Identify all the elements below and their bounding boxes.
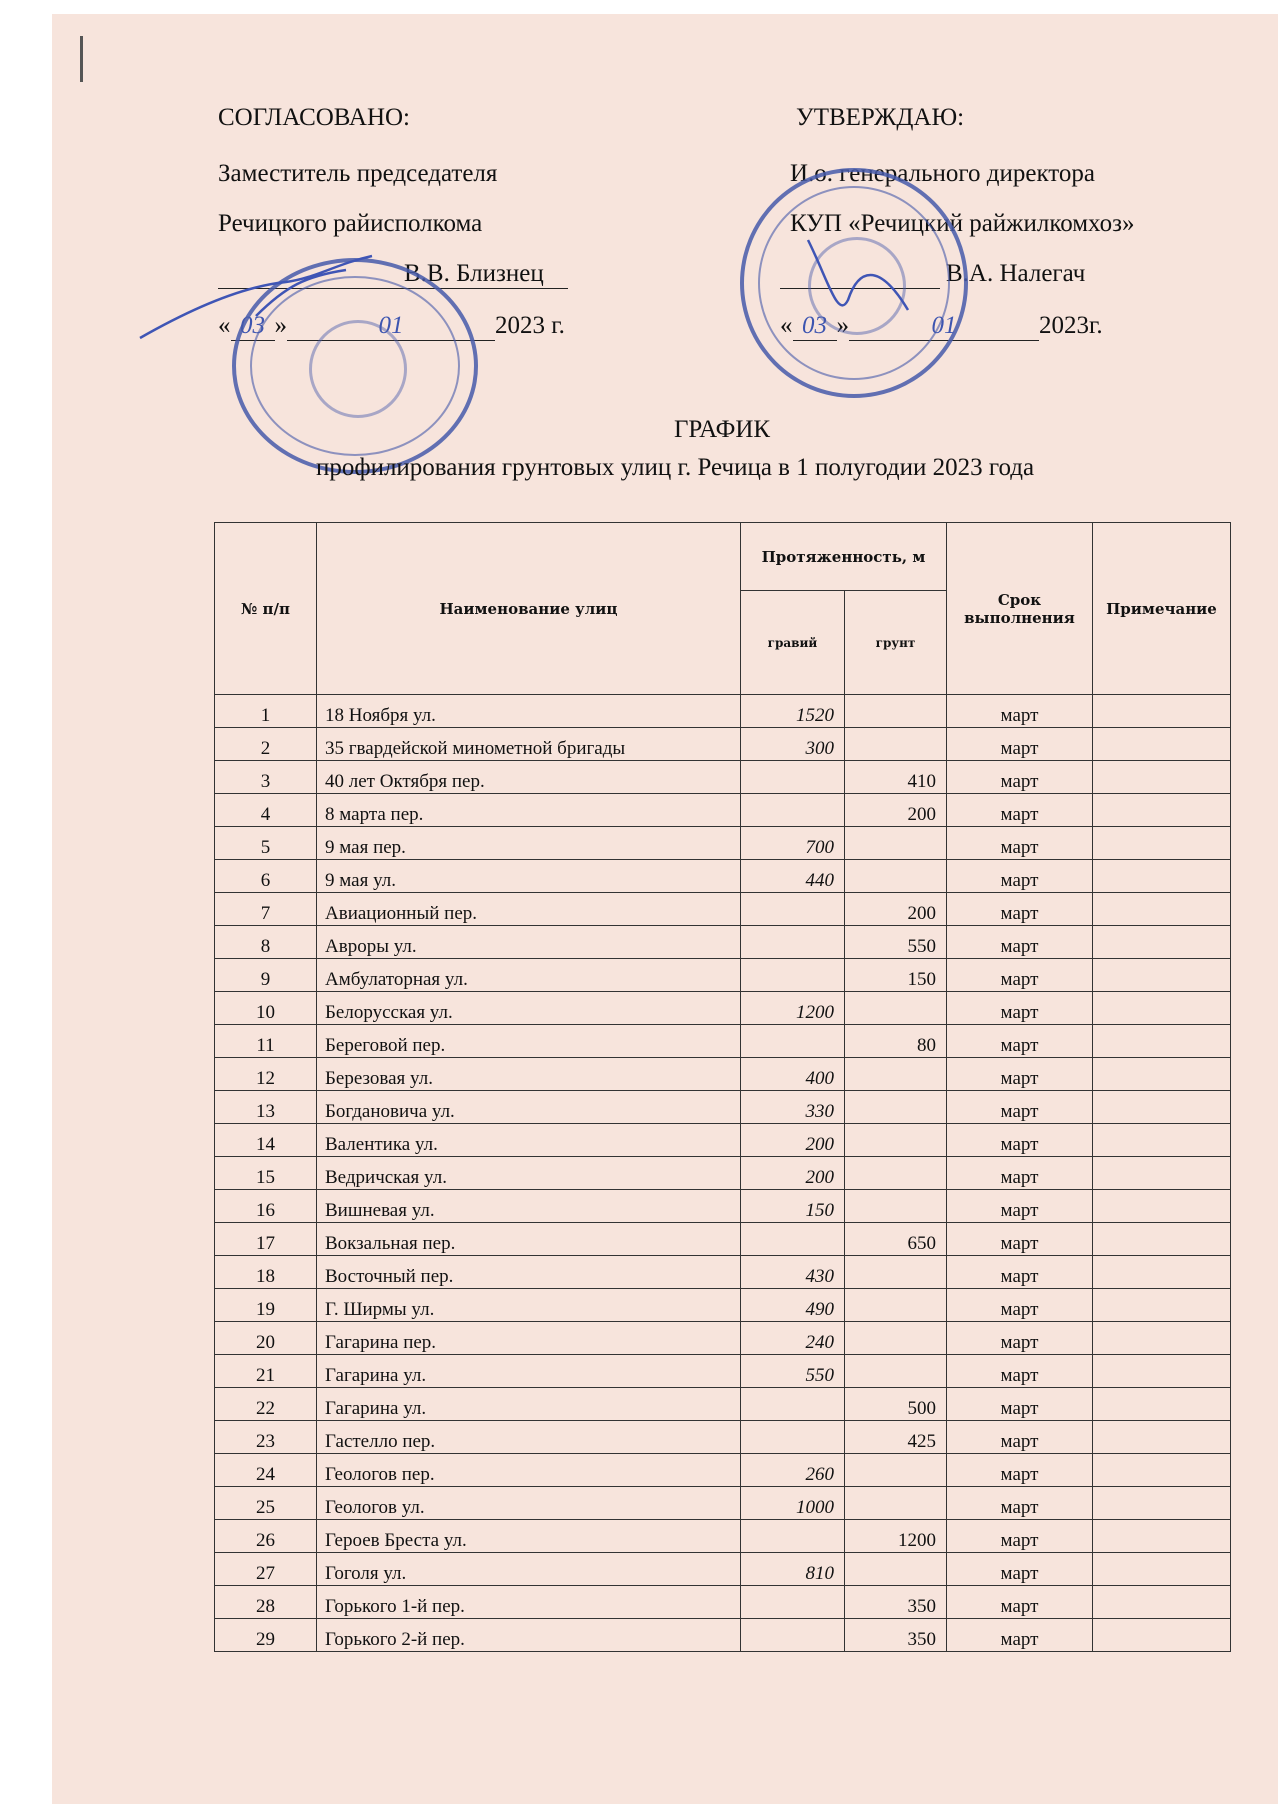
street-name-cell: 18 Ноября ул. bbox=[317, 695, 741, 728]
street-name-cell: Гагарина ул. bbox=[317, 1355, 741, 1388]
gravel-length-cell bbox=[741, 1025, 845, 1058]
right-date-month: 01 bbox=[849, 312, 1039, 341]
row-number: 3 bbox=[215, 761, 317, 794]
note-cell bbox=[1093, 1421, 1231, 1454]
note-cell bbox=[1093, 1025, 1231, 1058]
gravel-length-cell bbox=[741, 893, 845, 926]
row-number: 23 bbox=[215, 1421, 317, 1454]
street-name-cell: Вишневая ул. bbox=[317, 1190, 741, 1223]
row-number: 28 bbox=[215, 1586, 317, 1619]
row-number: 1 bbox=[215, 695, 317, 728]
dirt-length-cell bbox=[845, 1355, 947, 1388]
row-number: 17 bbox=[215, 1223, 317, 1256]
table-row bbox=[215, 728, 1231, 761]
row-number: 29 bbox=[215, 1619, 317, 1652]
gravel-length-cell bbox=[741, 1388, 845, 1421]
table-row bbox=[215, 1586, 1231, 1619]
left-approval-heading: СОГЛАСОВАНО: bbox=[218, 104, 411, 131]
dirt-length-cell bbox=[845, 992, 947, 1025]
due-date-cell: март bbox=[947, 1553, 1093, 1586]
note-cell bbox=[1093, 860, 1231, 893]
gravel-length-cell: 490 bbox=[741, 1289, 845, 1322]
col-header-length: Протяженность, м bbox=[741, 523, 947, 591]
col-header-street-name: Наименование улиц bbox=[317, 523, 741, 695]
right-approval-organization: КУП «Речицкий райжилкомхоз» bbox=[790, 210, 1135, 237]
row-number: 2 bbox=[215, 728, 317, 761]
note-cell bbox=[1093, 1355, 1231, 1388]
street-name-cell: Вокзальная пер. bbox=[317, 1223, 741, 1256]
gravel-length-cell bbox=[741, 959, 845, 992]
note-cell bbox=[1093, 1124, 1231, 1157]
table-row bbox=[215, 1289, 1231, 1322]
gravel-length-cell bbox=[741, 1520, 845, 1553]
street-name-cell: Береговой пер. bbox=[317, 1025, 741, 1058]
table-row bbox=[215, 893, 1231, 926]
due-date-cell: март bbox=[947, 926, 1093, 959]
dirt-length-cell: 200 bbox=[845, 893, 947, 926]
street-name-cell: Восточный пер. bbox=[317, 1256, 741, 1289]
right-approval-position: И.о. генерального директора bbox=[790, 160, 1095, 187]
dirt-length-cell bbox=[845, 1322, 947, 1355]
due-date-cell: март bbox=[947, 1058, 1093, 1091]
note-cell bbox=[1093, 1289, 1231, 1322]
row-number: 19 bbox=[215, 1289, 317, 1322]
due-date-cell: март bbox=[947, 1124, 1093, 1157]
street-name-cell: Валентика ул. bbox=[317, 1124, 741, 1157]
table-row bbox=[215, 827, 1231, 860]
note-cell bbox=[1093, 1223, 1231, 1256]
row-number: 9 bbox=[215, 959, 317, 992]
table-row bbox=[215, 1058, 1231, 1091]
right-date-open-quote: « bbox=[780, 312, 793, 339]
row-number: 18 bbox=[215, 1256, 317, 1289]
row-number: 26 bbox=[215, 1520, 317, 1553]
dirt-length-cell bbox=[845, 1058, 947, 1091]
due-date-cell: март bbox=[947, 1091, 1093, 1124]
row-number: 22 bbox=[215, 1388, 317, 1421]
left-date-day: 03 bbox=[231, 312, 275, 341]
left-date-month: 01 bbox=[287, 312, 495, 341]
note-cell bbox=[1093, 1058, 1231, 1091]
left-approval-position: Заместитель председателя bbox=[218, 160, 498, 187]
note-cell bbox=[1093, 1256, 1231, 1289]
due-date-cell: март bbox=[947, 860, 1093, 893]
row-number: 5 bbox=[215, 827, 317, 860]
row-number: 14 bbox=[215, 1124, 317, 1157]
gravel-length-cell: 1000 bbox=[741, 1487, 845, 1520]
table-row bbox=[215, 1355, 1231, 1388]
table-row bbox=[215, 1487, 1231, 1520]
note-cell bbox=[1093, 1520, 1231, 1553]
dirt-length-cell bbox=[845, 1487, 947, 1520]
street-name-cell: Горького 2-й пер. bbox=[317, 1619, 741, 1652]
note-cell bbox=[1093, 695, 1231, 728]
dirt-length-cell: 550 bbox=[845, 926, 947, 959]
street-name-cell: Амбулаторная ул. bbox=[317, 959, 741, 992]
dirt-length-cell bbox=[845, 695, 947, 728]
dirt-length-cell bbox=[845, 1289, 947, 1322]
left-date-close-quote: » bbox=[274, 312, 287, 339]
street-name-cell: Гоголя ул. bbox=[317, 1553, 741, 1586]
gravel-length-cell: 150 bbox=[741, 1190, 845, 1223]
dirt-length-cell bbox=[845, 1256, 947, 1289]
left-signature-icon bbox=[136, 246, 436, 346]
document-subtitle: профилирования грунтовых улиц г. Речица в 1 полугодии 2023 года bbox=[316, 454, 1035, 481]
due-date-cell: март bbox=[947, 1190, 1093, 1223]
dirt-length-cell bbox=[845, 1157, 947, 1190]
street-name-cell: Богдановича ул. bbox=[317, 1091, 741, 1124]
dirt-length-cell bbox=[845, 1454, 947, 1487]
street-name-cell: Гагарина ул. bbox=[317, 1388, 741, 1421]
street-name-cell: Геологов пер. bbox=[317, 1454, 741, 1487]
note-cell bbox=[1093, 1388, 1231, 1421]
col-header-number: № п/п bbox=[215, 523, 317, 695]
table-row bbox=[215, 1223, 1231, 1256]
dirt-length-cell: 200 bbox=[845, 794, 947, 827]
street-name-cell: 40 лет Октября пер. bbox=[317, 761, 741, 794]
dirt-length-cell bbox=[845, 827, 947, 860]
street-name-cell: Геологов ул. bbox=[317, 1487, 741, 1520]
table-row bbox=[215, 1322, 1231, 1355]
table-row bbox=[215, 926, 1231, 959]
dirt-length-cell bbox=[845, 1190, 947, 1223]
dirt-length-cell: 410 bbox=[845, 761, 947, 794]
gravel-length-cell bbox=[741, 761, 845, 794]
right-signer-name: В.А. Налегач bbox=[946, 260, 1086, 287]
gravel-length-cell: 1200 bbox=[741, 992, 845, 1025]
gravel-length-cell: 260 bbox=[741, 1454, 845, 1487]
row-number: 4 bbox=[215, 794, 317, 827]
due-date-cell: март bbox=[947, 1454, 1093, 1487]
dirt-length-cell: 150 bbox=[845, 959, 947, 992]
row-number: 12 bbox=[215, 1058, 317, 1091]
street-name-cell: 9 мая ул. bbox=[317, 860, 741, 893]
dirt-length-cell: 1200 bbox=[845, 1520, 947, 1553]
left-signer-name: В.В. Близнец bbox=[404, 260, 544, 287]
row-number: 27 bbox=[215, 1553, 317, 1586]
dirt-length-cell: 650 bbox=[845, 1223, 947, 1256]
gravel-length-cell: 330 bbox=[741, 1091, 845, 1124]
row-number: 7 bbox=[215, 893, 317, 926]
col-header-due: Срок выполнения bbox=[947, 523, 1093, 695]
note-cell bbox=[1093, 893, 1231, 926]
gravel-length-cell: 300 bbox=[741, 728, 845, 761]
note-cell bbox=[1093, 1157, 1231, 1190]
gravel-length-cell bbox=[741, 1421, 845, 1454]
gravel-length-cell bbox=[741, 1586, 845, 1619]
left-approval-organization: Речицкого райисполкома bbox=[218, 210, 483, 237]
row-number: 20 bbox=[215, 1322, 317, 1355]
gravel-length-cell: 400 bbox=[741, 1058, 845, 1091]
dirt-length-cell bbox=[845, 1124, 947, 1157]
due-date-cell: март bbox=[947, 1388, 1093, 1421]
table-row bbox=[215, 695, 1231, 728]
table-row bbox=[215, 1157, 1231, 1190]
row-number: 21 bbox=[215, 1355, 317, 1388]
due-date-cell: март bbox=[947, 1355, 1093, 1388]
dirt-length-cell: 80 bbox=[845, 1025, 947, 1058]
table-row bbox=[215, 959, 1231, 992]
table-row bbox=[215, 1421, 1231, 1454]
dirt-length-cell: 425 bbox=[845, 1421, 947, 1454]
gravel-length-cell: 200 bbox=[741, 1157, 845, 1190]
due-date-cell: март bbox=[947, 761, 1093, 794]
left-date-open-quote: « bbox=[218, 312, 231, 339]
due-date-cell: март bbox=[947, 893, 1093, 926]
note-cell bbox=[1093, 1553, 1231, 1586]
note-cell bbox=[1093, 959, 1231, 992]
row-number: 11 bbox=[215, 1025, 317, 1058]
due-date-cell: март bbox=[947, 1421, 1093, 1454]
street-name-cell: Березовая ул. bbox=[317, 1058, 741, 1091]
row-number: 24 bbox=[215, 1454, 317, 1487]
dirt-length-cell: 350 bbox=[845, 1586, 947, 1619]
right-date-day: 03 bbox=[793, 312, 837, 341]
due-date-cell: март bbox=[947, 1322, 1093, 1355]
right-signature-icon bbox=[788, 220, 938, 340]
table-row bbox=[215, 1553, 1231, 1586]
row-number: 25 bbox=[215, 1487, 317, 1520]
gravel-length-cell bbox=[741, 794, 845, 827]
note-cell bbox=[1093, 794, 1231, 827]
table-row bbox=[215, 1091, 1231, 1124]
table-row bbox=[215, 1025, 1231, 1058]
note-cell bbox=[1093, 926, 1231, 959]
gravel-length-cell: 1520 bbox=[741, 695, 845, 728]
document-title: ГРАФИК bbox=[673, 416, 771, 443]
table-row bbox=[215, 794, 1231, 827]
due-date-cell: март bbox=[947, 1289, 1093, 1322]
table-row bbox=[215, 1124, 1231, 1157]
gravel-length-cell bbox=[741, 1223, 845, 1256]
due-date-cell: март bbox=[947, 1520, 1093, 1553]
street-name-cell: 35 гвардейской минометной бригады bbox=[317, 728, 741, 761]
note-cell bbox=[1093, 1190, 1231, 1223]
gravel-length-cell: 810 bbox=[741, 1553, 845, 1586]
due-date-cell: март bbox=[947, 1025, 1093, 1058]
row-number: 6 bbox=[215, 860, 317, 893]
street-name-cell: 8 марта пер. bbox=[317, 794, 741, 827]
due-date-cell: март bbox=[947, 728, 1093, 761]
gravel-length-cell: 200 bbox=[741, 1124, 845, 1157]
street-name-cell: Гастелло пер. bbox=[317, 1421, 741, 1454]
gravel-length-cell: 240 bbox=[741, 1322, 845, 1355]
dirt-length-cell: 350 bbox=[845, 1619, 947, 1652]
table-row bbox=[215, 1619, 1231, 1652]
row-number: 16 bbox=[215, 1190, 317, 1223]
note-cell bbox=[1093, 1322, 1231, 1355]
row-number: 8 bbox=[215, 926, 317, 959]
right-date-year: 2023г. bbox=[1039, 312, 1103, 339]
street-name-cell: Белорусская ул. bbox=[317, 992, 741, 1025]
note-cell bbox=[1093, 1454, 1231, 1487]
table-row bbox=[215, 1520, 1231, 1553]
row-number: 15 bbox=[215, 1157, 317, 1190]
due-date-cell: март bbox=[947, 794, 1093, 827]
dirt-length-cell: 500 bbox=[845, 1388, 947, 1421]
note-cell bbox=[1093, 1619, 1231, 1652]
row-number: 10 bbox=[215, 992, 317, 1025]
gravel-length-cell: 550 bbox=[741, 1355, 845, 1388]
gravel-length-cell: 430 bbox=[741, 1256, 845, 1289]
due-date-cell: март bbox=[947, 695, 1093, 728]
note-cell bbox=[1093, 728, 1231, 761]
table-row bbox=[215, 1190, 1231, 1223]
schedule-table bbox=[214, 522, 1231, 1652]
street-name-cell: Г. Ширмы ул. bbox=[317, 1289, 741, 1322]
street-name-cell: Гагарина пер. bbox=[317, 1322, 741, 1355]
due-date-cell: март bbox=[947, 992, 1093, 1025]
right-approval-heading: УТВЕРЖДАЮ: bbox=[796, 104, 965, 131]
street-name-cell: Авроры ул. bbox=[317, 926, 741, 959]
table-row bbox=[215, 1454, 1231, 1487]
gravel-length-cell: 700 bbox=[741, 827, 845, 860]
col-header-note: Примечание bbox=[1093, 523, 1231, 695]
col-header-gravel: гравий bbox=[741, 591, 845, 695]
note-cell bbox=[1093, 1586, 1231, 1619]
note-cell bbox=[1093, 1091, 1231, 1124]
gravel-length-cell: 440 bbox=[741, 860, 845, 893]
note-cell bbox=[1093, 827, 1231, 860]
due-date-cell: март bbox=[947, 827, 1093, 860]
street-name-cell: Горького 1-й пер. bbox=[317, 1586, 741, 1619]
table-row bbox=[215, 992, 1231, 1025]
table-row bbox=[215, 860, 1231, 893]
note-cell bbox=[1093, 761, 1231, 794]
note-cell bbox=[1093, 1487, 1231, 1520]
street-name-cell: 9 мая пер. bbox=[317, 827, 741, 860]
right-date-close-quote: » bbox=[836, 312, 849, 339]
dirt-length-cell bbox=[845, 1091, 947, 1124]
table-row bbox=[215, 1388, 1231, 1421]
left-date-year: 2023 г. bbox=[495, 312, 565, 339]
due-date-cell: март bbox=[947, 959, 1093, 992]
due-date-cell: март bbox=[947, 1586, 1093, 1619]
dirt-length-cell bbox=[845, 728, 947, 761]
street-name-cell: Ведричская ул. bbox=[317, 1157, 741, 1190]
street-name-cell: Авиационный пер. bbox=[317, 893, 741, 926]
dirt-length-cell bbox=[845, 860, 947, 893]
note-cell bbox=[1093, 992, 1231, 1025]
table-row bbox=[215, 761, 1231, 794]
gravel-length-cell bbox=[741, 1619, 845, 1652]
col-header-dirt: грунт bbox=[845, 591, 947, 695]
due-date-cell: март bbox=[947, 1256, 1093, 1289]
due-date-cell: март bbox=[947, 1157, 1093, 1190]
due-date-cell: март bbox=[947, 1487, 1093, 1520]
dirt-length-cell bbox=[845, 1553, 947, 1586]
due-date-cell: март bbox=[947, 1223, 1093, 1256]
gravel-length-cell bbox=[741, 926, 845, 959]
row-number: 13 bbox=[215, 1091, 317, 1124]
scan-edge-mark bbox=[80, 36, 83, 82]
table-row bbox=[215, 1256, 1231, 1289]
schedule-table-body bbox=[215, 695, 1231, 1652]
due-date-cell: март bbox=[947, 1619, 1093, 1652]
street-name-cell: Героев Бреста ул. bbox=[317, 1520, 741, 1553]
